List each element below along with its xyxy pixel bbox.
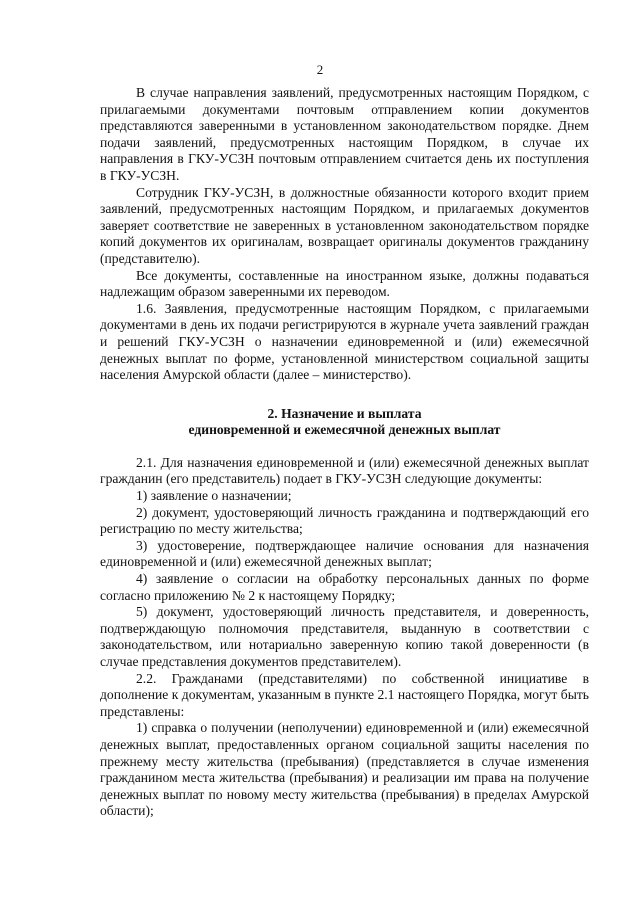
paragraph-2-1: 2.1. Для назначения единовременной и (или) ежемесячной денежных выплат гражданин (его представитель) подает в ГКУ-УСЗН следующие документы: [100, 454, 589, 487]
section-heading-line2: единовременной и ежемесячной денежных выплат [188, 422, 501, 438]
list-item-1: 1) заявление о назначении; [136, 488, 292, 504]
page-number: 2 [316, 62, 324, 77]
list-item-2-2-1: 1) справка о получении (неполучении) единовременной и (или) ежемесячной денежных выплат, предоставленных органом социальной защиты населения по прежнему месту жительства (пребывания) (представляется в случае изменения гражданином места жительства (пребывания) и реализации им права на получение денежных выплат по новому месту жительства (пребывания) в пределах Амурской области); [100, 720, 589, 819]
paragraph-1-6-registration: 1.6. Заявления, предусмотренные настоящим Порядком, с прилагаемыми документами в день их подачи регистрируются в журнале учета заявлений граждан и решений ГКУ-УСЗН о назначении единовременной и (или) ежемесячной денежных выплат по форме, установленной министерством социальной защиты населения Амурской области (далее – министерство). [100, 300, 589, 383]
list-item-4: 4) заявление о согласии на обработку персональных данных по форме согласно приложению № 2 к настоящему Порядку; [100, 571, 589, 603]
section-heading-line1: 2. Назначение и выплата [267, 405, 422, 421]
list-item-5: 5) документ, удостоверяющий личность представителя, и доверенность, подтверждающую полномочия представителя, выданную в соответствии с законодательством, или нотариально заверенную копию такой доверенности (в случае представления документов представителем). [100, 604, 589, 669]
section-heading [100, 406, 589, 439]
list-item-3: 3) удостоверение, подтверждающее наличие основания для назначения единовременной и (или) ежемесячной денежных выплат; [100, 537, 589, 570]
paragraph-2-2: 2.2. Гражданами (представителями) по собственной инициативе в дополнение к документам, указанным в пункте 2.1 настоящего Порядка, могут быть представлены: [100, 670, 589, 719]
paragraph-employee-verification: Сотрудник ГКУ-УСЗН, в должностные обязанности которого входит прием заявлений, предусмотренных настоящим Порядком, и прилагаемых документов заверяет соответствие не заверенных в установленном законодательством порядке копий документов их оригиналам, возвращает оригиналы документов гражданину (представителю). [100, 184, 589, 266]
paragraph-foreign-language: Все документы, составленные на иностранном языке, должны подаваться надлежащим образом заверенными их переводом. [100, 267, 589, 300]
list-item-2: 2) документ, удостоверяющий личность гражданина и подтверждающий его регистрацию по месту жительства; [100, 504, 589, 537]
document-body [100, 85, 589, 820]
paragraph-mail-submission: В случае направления заявлений, предусмотренных настоящим Порядком, с прилагаемыми документами почтовым отправлением копии документов представляются заверенными в установленном законодательством порядке. Днем подачи заявлений, предусмотренных настоящим Порядком, в случае их направления в ГКУ-УСЗН почтовым отправлением считается день их поступления в ГКУ-УСЗН. [100, 85, 589, 183]
